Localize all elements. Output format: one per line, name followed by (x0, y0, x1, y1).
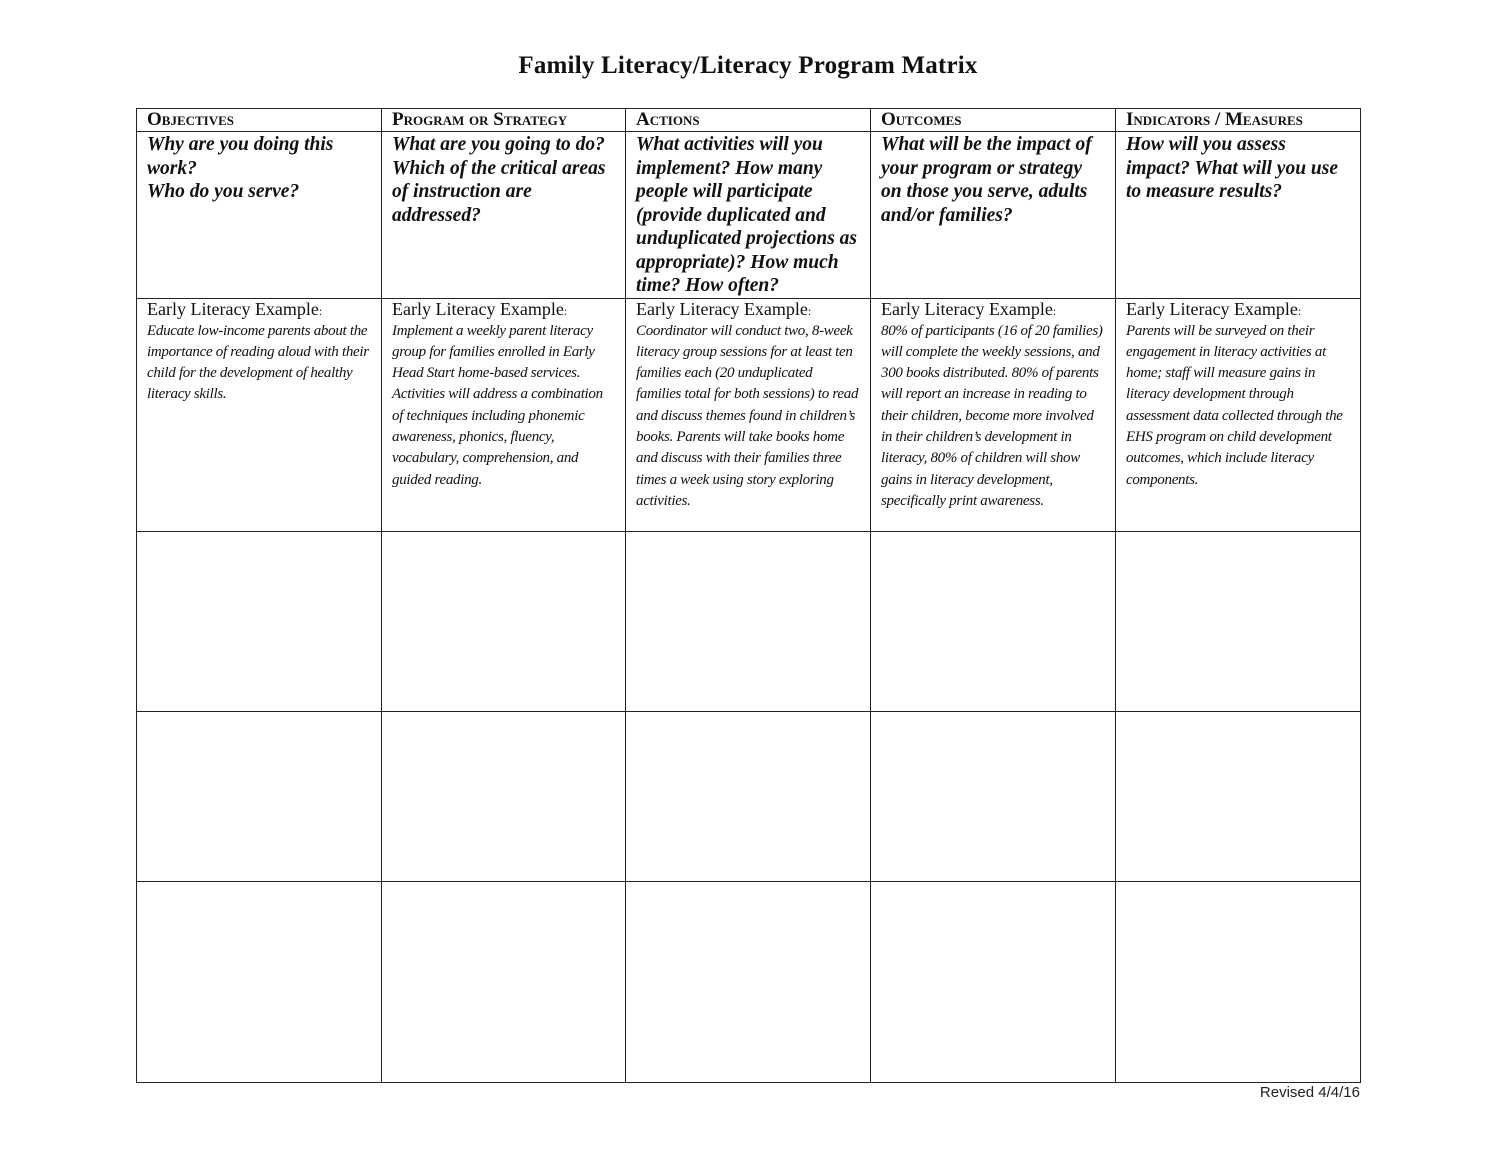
blank-cell-indicators-measures[interactable] (1116, 881, 1361, 1082)
blank-cell-actions[interactable] (626, 881, 871, 1082)
prompt-text: Why are you doing this work? Who do you serve? (147, 134, 334, 202)
example-text: Implement a weekly parent literacy group for families enrolled in Early Head Start home-based services. Activities will address a combination of techniques including phonemic awareness, phonics, fluency, vocabulary, comprehension, and guided reading. (392, 322, 603, 488)
example-label: Early Literacy Example: (881, 298, 1057, 319)
blank-cell-program-or-strategy[interactable] (382, 711, 626, 881)
blank-cell-objectives[interactable] (137, 881, 382, 1082)
example-label: Early Literacy Example: (147, 298, 323, 319)
example-label: Early Literacy Example: (636, 298, 812, 319)
blank-cell-actions[interactable] (626, 711, 871, 881)
prompt-actions (626, 132, 871, 299)
example-objectives (137, 298, 382, 531)
column-header-indicators-measures: Indicators / Measures (1116, 109, 1361, 132)
column-header-objectives: Objectives (137, 109, 382, 132)
blank-cell-program-or-strategy[interactable] (382, 531, 626, 711)
example-row (137, 298, 1361, 531)
example-outcomes (871, 298, 1116, 531)
blank-entry-row (137, 881, 1361, 1082)
example-label: Early Literacy Example: (392, 298, 568, 319)
page-title: Family Literacy/Literacy Program Matrix (518, 52, 978, 79)
example-label: Early Literacy Example: (1126, 298, 1302, 319)
revision-date: Revised 4/4/16 (1259, 1084, 1360, 1101)
example-indicators-measures (1116, 298, 1361, 531)
blank-entry-row (137, 711, 1361, 881)
example-text: Coordinator will conduct two, 8-week literacy group sessions for at least ten families each (20 unduplicated families total for both sessions) to read and discuss themes found in children’s books. Parents will take books home and discuss with their families three times a week using story exploring activities. (636, 322, 859, 509)
blank-cell-program-or-strategy[interactable] (382, 881, 626, 1082)
prompt-row (137, 132, 1361, 299)
blank-cell-outcomes[interactable] (871, 881, 1116, 1082)
prompt-outcomes (871, 132, 1116, 299)
prompt-text: What activities will you implement? How many people will participate (provide duplicated and unduplicated projections as appropriate)? How much time? How often? (636, 134, 858, 296)
example-text: Parents will be surveyed on their engagement in literacy activities at home; staff will measure gains in literacy development through assessment data collected through the EHS program on child development outcomes, which include literacy components. (1126, 322, 1343, 488)
header-row (137, 109, 1361, 132)
example-program-or-strategy (382, 298, 626, 531)
blank-cell-indicators-measures[interactable] (1116, 531, 1361, 711)
blank-cell-objectives[interactable] (137, 531, 382, 711)
column-header-outcomes: Outcomes (871, 109, 1116, 132)
example-text: 80% of participants (16 of 20 families) will complete the weekly sessions, and 300 books distributed. 80% of parents will report an increase in reading to their children, become more involved in their children’s development in literacy, 80% of children will show gains in literacy development, specifically print awareness. (881, 322, 1103, 509)
blank-entry-row (137, 531, 1361, 711)
column-header-actions: Actions (626, 109, 871, 132)
example-actions (626, 298, 871, 531)
example-text: Educate low-income parents about the importance of reading aloud with their child for the development of healthy literacy skills. (147, 322, 369, 403)
prompt-indicators-measures (1116, 132, 1361, 299)
prompt-text: What will be the impact of your program or strategy on those you serve, adults and/or families? (881, 134, 1092, 226)
column-header-program-or-strategy: Program or Strategy (382, 109, 626, 132)
program-matrix-table (136, 108, 1361, 1083)
prompt-text: What are you going to do? Which of the critical areas of instruction are addressed? (392, 134, 606, 226)
prompt-text: How will you assess impact? What will you use to measure results? (1126, 134, 1339, 202)
prompt-program-or-strategy (382, 132, 626, 299)
blank-cell-indicators-measures[interactable] (1116, 711, 1361, 881)
blank-cell-outcomes[interactable] (871, 711, 1116, 881)
blank-cell-outcomes[interactable] (871, 531, 1116, 711)
blank-cell-objectives[interactable] (137, 711, 382, 881)
blank-cell-actions[interactable] (626, 531, 871, 711)
prompt-objectives (137, 132, 382, 299)
